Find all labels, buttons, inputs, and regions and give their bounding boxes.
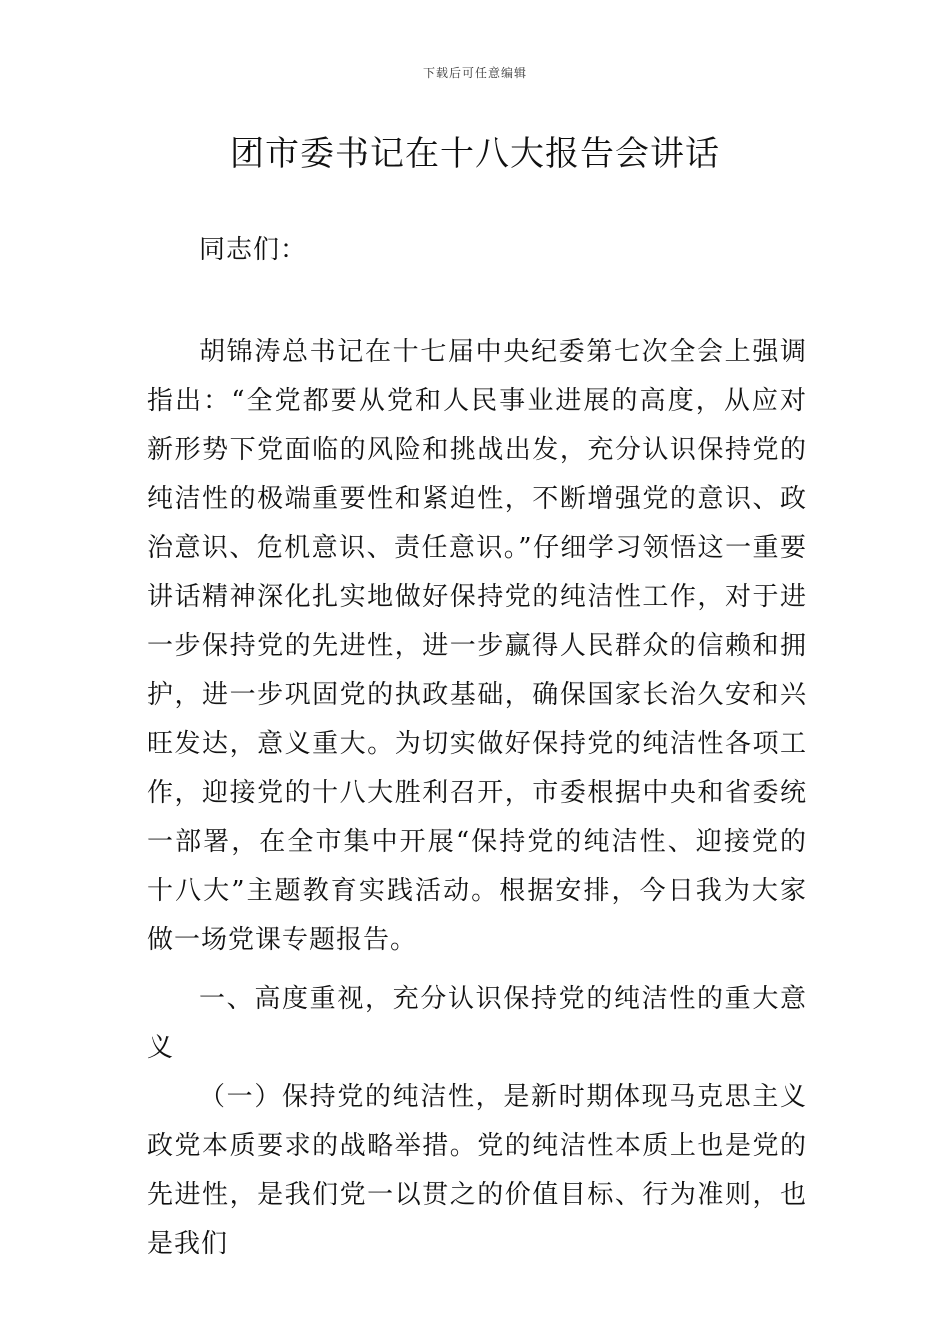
body-paragraph-2: （一）保持党的纯洁性，是新时期体现马克思主义政党本质要求的战略举措。党的纯洁性本质上也是党的先进性，是我们党一以贯之的价值目标、行为准则，也是我们 xyxy=(147,1082,807,1259)
body-paragraph-1: 胡锦涛总书记在十七届中央纪委第七次全会上强调指出：“全党都要从党和人民事业进展的高度，从应对新形势下党面临的风险和挑战出发，充分认识保持党的纯洁性的极端重要性和紧迫性，不断增强党的意识、政治意识、危机意识、责任意识。”仔细学习领悟这一重要讲话精神深化扎实地做好保持党的纯洁性工作，对于进一步保持党的先进性，进一步赢得人民群众的信赖和拥护，进一步巩固党的执政基础，确保国家长治久安和兴旺发达，意义重大。为切实做好保持党的纯洁性各项工作，迎接党的十八大胜利召开，市委根据中央和省委统一部署，在全市集中开展“保持党的纯洁性、迎接党的十八大”主题教育实践活动。根据安排，今日我为大家做一场党课专题报告。 xyxy=(147,337,807,955)
document-title: 团市委书记在十八大报告会讲话 xyxy=(230,134,720,174)
header-note: 下载后可任意编辑 xyxy=(422,66,527,80)
section-heading-1: 一、高度重视，充分认识保持党的纯洁性的重大意义 xyxy=(147,984,807,1063)
salutation: 同志们： xyxy=(199,235,308,265)
